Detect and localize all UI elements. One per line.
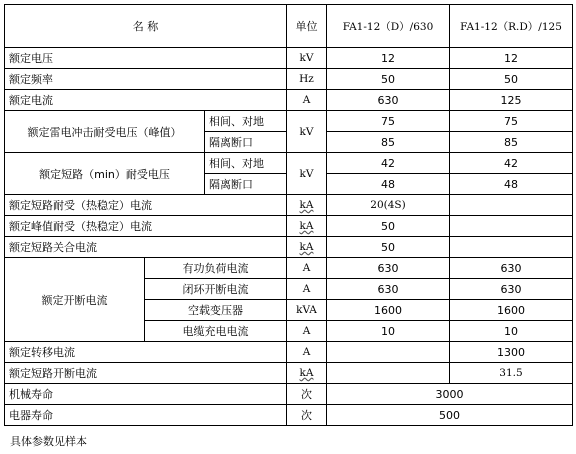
table-row (5, 258, 573, 279)
row-value-b: 48 (450, 174, 573, 195)
row-label: 额定电流 (5, 90, 287, 111)
row-unit: kV (287, 48, 327, 69)
row-unit: A (287, 342, 327, 363)
row-value-b: 1300 (450, 342, 573, 363)
row-sublabel: 有功负荷电流 (145, 258, 287, 279)
row-value-b: 42 (450, 153, 573, 174)
table-row (5, 384, 573, 405)
row-value-b: 125 (450, 90, 573, 111)
row-unit: kA (287, 216, 327, 237)
row-value-b: 75 (450, 111, 573, 132)
row-unit: kV (287, 111, 327, 153)
row-value-a: 50 (327, 216, 450, 237)
row-label: 额定开断电流 (5, 258, 145, 342)
row-unit: 次 (287, 384, 327, 405)
table-row (5, 237, 573, 258)
row-label: 额定频率 (5, 69, 287, 90)
table-row (5, 342, 573, 363)
header-model-b: FA1-12（R.D）/125 (450, 5, 573, 48)
row-unit: 次 (287, 405, 327, 426)
row-value-a: 630 (327, 279, 450, 300)
row-unit: Hz (287, 69, 327, 90)
table-row (5, 69, 573, 90)
row-sublabel: 闭环开断电流 (145, 279, 287, 300)
row-value-b: 50 (450, 69, 573, 90)
row-value-a: 12 (327, 48, 450, 69)
row-sublabel: 隔离断口 (205, 174, 287, 195)
row-unit: A (287, 90, 327, 111)
row-value: 3000 (327, 384, 573, 405)
table-row (5, 405, 573, 426)
row-value-a: 48 (327, 174, 450, 195)
row-value-b: 630 (450, 279, 573, 300)
table-row (5, 363, 573, 384)
row-label: 额定短路耐受（热稳定）电流 (5, 195, 287, 216)
row-label: 额定转移电流 (5, 342, 287, 363)
row-value-b (450, 237, 573, 258)
row-sublabel: 相间、对地 (205, 111, 287, 132)
table-row (5, 195, 573, 216)
header-model-a: FA1-12（D）/630 (327, 5, 450, 48)
row-unit: A (287, 258, 327, 279)
row-value-a (327, 363, 450, 384)
row-value-a: 20(4S) (327, 195, 450, 216)
row-label: 额定短路开断电流 (5, 363, 287, 384)
row-unit: A (287, 321, 327, 342)
table-row (5, 111, 573, 132)
header-unit: 单位 (287, 5, 327, 48)
row-label: 额定短路（min）耐受电压 (5, 153, 205, 195)
row-value-a: 50 (327, 237, 450, 258)
row-value-a: 10 (327, 321, 450, 342)
row-value-b (450, 195, 573, 216)
row-value-a: 630 (327, 258, 450, 279)
table-row (5, 153, 573, 174)
row-value: 500 (327, 405, 573, 426)
row-unit: kA (287, 237, 327, 258)
row-sublabel: 相间、对地 (205, 153, 287, 174)
row-value-a: 50 (327, 69, 450, 90)
row-label: 机械寿命 (5, 384, 287, 405)
table-header-row (5, 5, 573, 48)
row-label: 额定短路关合电流 (5, 237, 287, 258)
row-value-b: 31.5 (450, 363, 573, 384)
row-value-b (450, 216, 573, 237)
row-unit: A (287, 279, 327, 300)
row-unit: kA (287, 195, 327, 216)
footnote: 具体参数见样本 (10, 435, 87, 448)
row-sublabel: 隔离断口 (205, 132, 287, 153)
row-unit: kA (287, 363, 327, 384)
row-value-a: 1600 (327, 300, 450, 321)
row-value-b: 85 (450, 132, 573, 153)
table-row (5, 90, 573, 111)
row-unit: kVA (287, 300, 327, 321)
row-label: 电器寿命 (5, 405, 287, 426)
row-value-b: 630 (450, 258, 573, 279)
row-unit: kV (287, 153, 327, 195)
row-value-a: 42 (327, 153, 450, 174)
row-value-b: 10 (450, 321, 573, 342)
row-label: 额定峰值耐受（热稳定）电流 (5, 216, 287, 237)
row-value-b: 1600 (450, 300, 573, 321)
row-sublabel: 空载变压器 (145, 300, 287, 321)
row-value-a: 630 (327, 90, 450, 111)
row-value-a: 75 (327, 111, 450, 132)
table-row (5, 48, 573, 69)
table-row (5, 216, 573, 237)
row-label: 额定雷电冲击耐受电压（峰值） (5, 111, 205, 153)
row-value-a: 85 (327, 132, 450, 153)
row-value-b: 12 (450, 48, 573, 69)
row-label: 额定电压 (5, 48, 287, 69)
row-value-a (327, 342, 450, 363)
header-name: 名 称 (5, 5, 287, 48)
row-sublabel: 电缆充电电流 (145, 321, 287, 342)
spec-table (4, 4, 573, 426)
